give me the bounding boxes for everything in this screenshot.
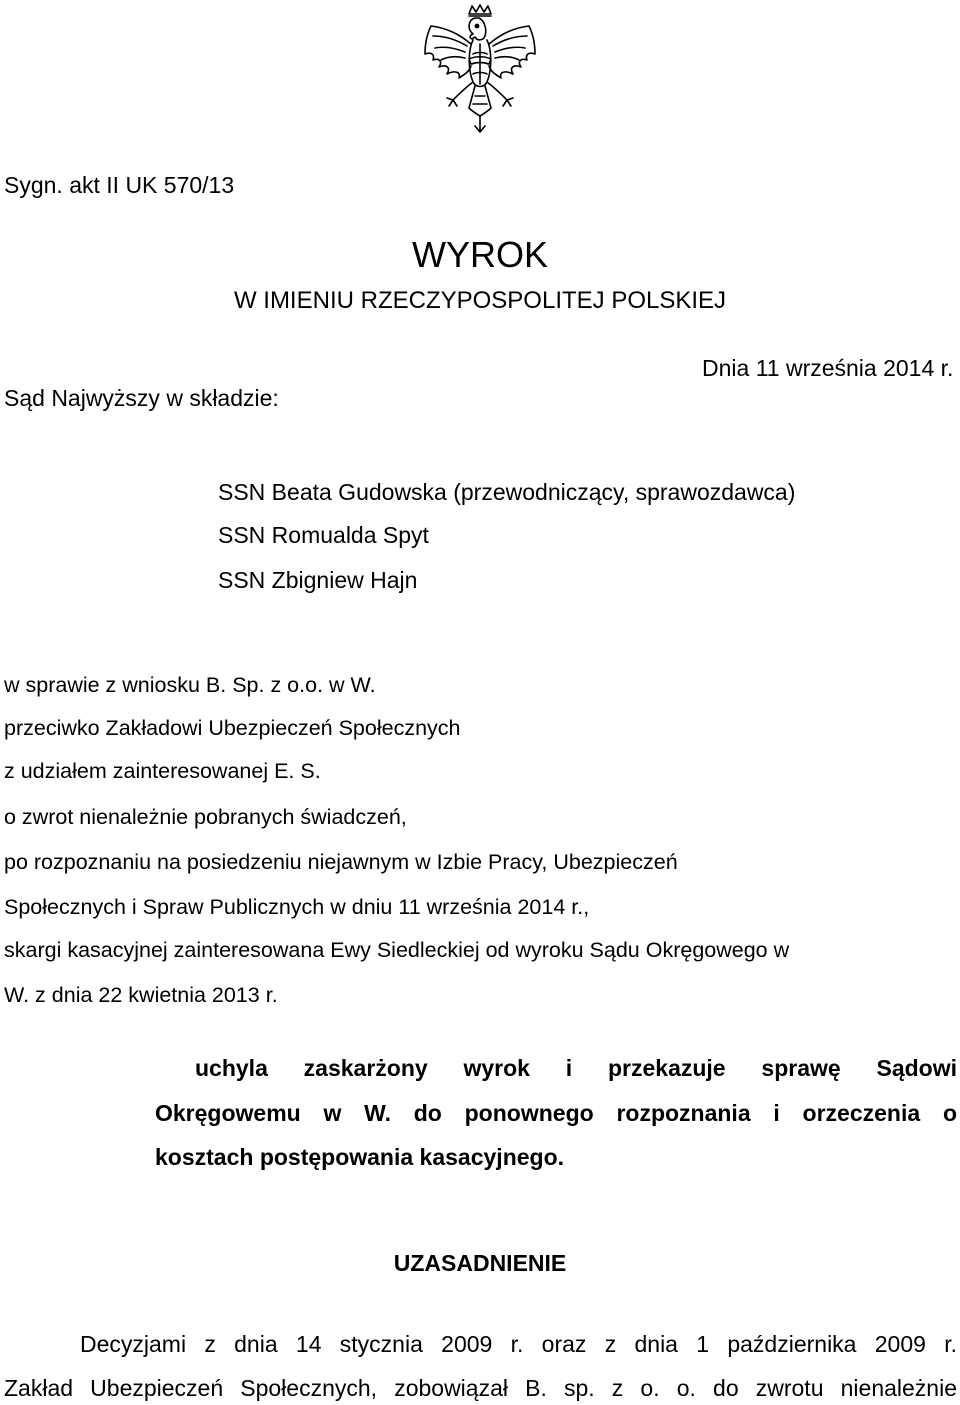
court-composition-label: Sąd Najwyższy w składzie: — [4, 385, 279, 411]
case-line: o zwrot nienależnie pobranych świadczeń, — [4, 805, 407, 829]
justification-line: Decyzjami z dnia 14 stycznia 2009 r. oraz z dnia 1 października 2009 r. — [80, 1331, 957, 1357]
justification-heading: UZASADNIENIE — [393, 1250, 567, 1276]
panel-judge: SSN Zbigniew Hajn — [218, 567, 418, 593]
case-line: z udziałem zainteresowanej E. S. — [4, 759, 321, 783]
case-line: w sprawie z wniosku B. Sp. z o.o. w W. — [4, 673, 376, 697]
judgment-subtitle: W IMIENIU RZECZYPOSPOLITEJ POLSKIEJ — [233, 287, 727, 314]
ruling-line: uchyla zaskarżony wyrok i przekazuje sprawę Sądowi — [195, 1055, 957, 1081]
judgment-title: WYROK — [411, 234, 548, 275]
panel-judge: SSN Romualda Spyt — [218, 522, 429, 548]
case-line: po rozpoznaniu na posiedzeniu niejawnym w Izbie Pracy, Ubezpieczeń — [4, 850, 678, 874]
ruling-line: kosztach postępowania kasacyjnego. — [155, 1144, 565, 1170]
case-reference: Sygn. akt II UK 570/13 — [4, 172, 235, 198]
panel-judge: SSN Beata Gudowska (przewodniczący, sprawozdawca) — [218, 479, 796, 505]
ruling-line: Okręgowemu w W. do ponownego rozpoznania i orzeczenia o — [155, 1100, 957, 1126]
judgment-date: Dnia 11 września 2014 r. — [702, 355, 954, 381]
case-line: Społecznych i Spraw Publicznych w dniu 11 września 2014 r., — [4, 895, 590, 919]
case-line: W. z dnia 22 kwietnia 2013 r. — [4, 983, 278, 1007]
justification-line: Zakład Ubezpieczeń Społecznych, zobowiązał B. sp. z o. o. do zwrotu nienależnie — [4, 1375, 957, 1401]
case-line: skargi kasacyjnej zainteresowana Ewy Siedleckiej od wyroku Sądu Okręgowego w — [4, 938, 790, 962]
case-line: przeciwko Zakładowi Ubezpieczeń Społecznych — [4, 716, 461, 740]
polish-eagle-emblem-icon — [419, 4, 541, 136]
